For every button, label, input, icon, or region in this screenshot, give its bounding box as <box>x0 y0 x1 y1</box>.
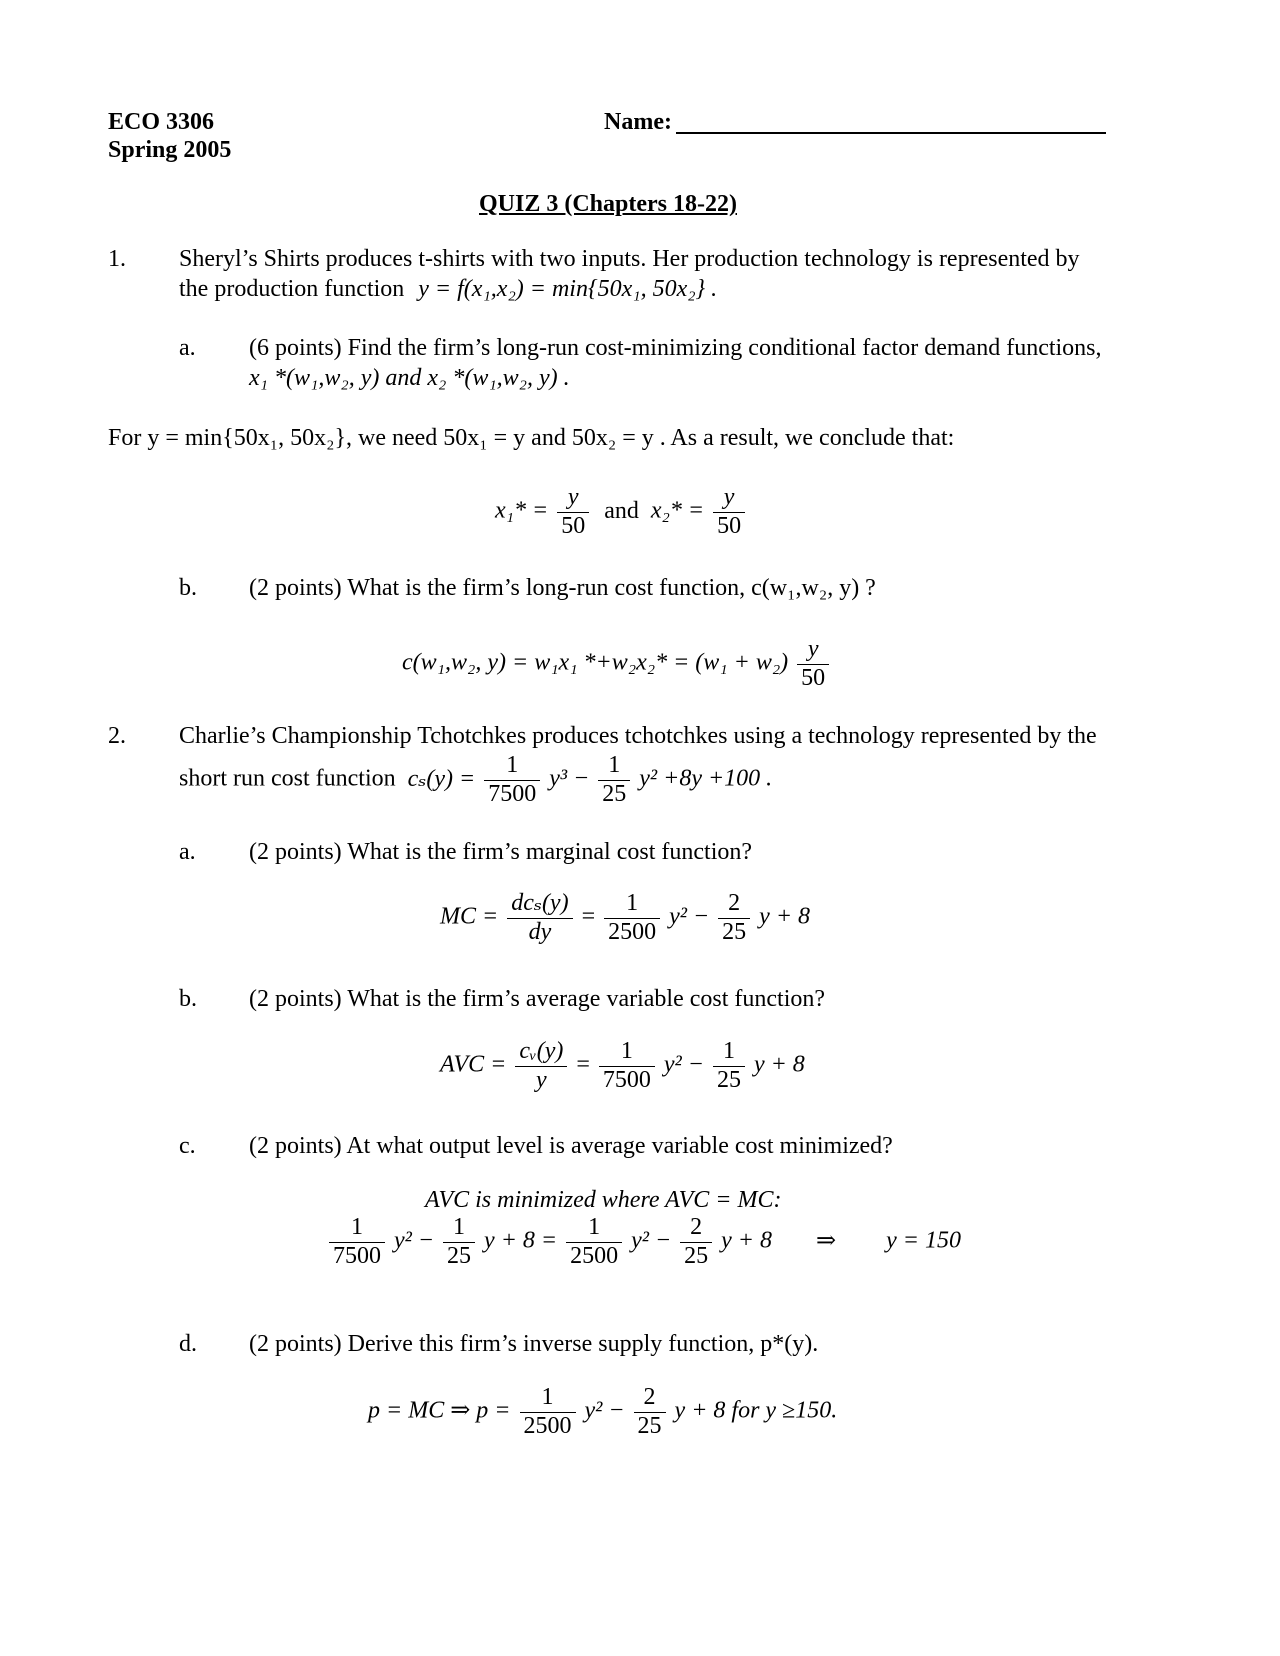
fraction-denominator: 50 <box>717 512 742 539</box>
fraction-denominator: 2500 <box>570 1242 619 1269</box>
avc-lhs: AVC = <box>440 1051 507 1078</box>
q1a-question: (6 points) Find the firm’s long-run cost-minimizing conditional factor demand functions, <box>249 335 1102 361</box>
short-run-cost-tail: +8y +100 . <box>663 765 773 792</box>
fraction-denominator: 25 <box>637 1412 662 1439</box>
q2c-note <box>425 1186 781 1215</box>
q2-stem-line1: Charlie’s Championship Tchotchkes produces tchotchkes using a technology represented by the <box>179 723 1097 749</box>
fraction-numerator: y <box>797 636 829 665</box>
fraction-denominator: 7500 <box>488 780 537 807</box>
fraction-numerator: 1 <box>520 1384 576 1413</box>
fraction-numerator: 1 <box>329 1214 385 1243</box>
q1a-answer-text: For y = min{50x₁, 50x₂}, we need 50x₁ = y and 50x₂ = y . As a result, we conclude that: <box>108 425 955 451</box>
q2-number: 2. <box>108 723 126 749</box>
fraction-1-over-2500 <box>520 1384 576 1440</box>
fraction-derivative <box>507 890 572 946</box>
q2d-question: (2 points) Derive this firm’s inverse supply function, p*(y). <box>249 1331 819 1357</box>
term-y-squared: y² − <box>669 903 710 930</box>
x2-star: x₂* = <box>650 497 705 524</box>
course-code: ECO 3306 <box>108 109 215 135</box>
fraction-1-over-25 <box>443 1214 475 1270</box>
q1-number: 1. <box>108 246 126 272</box>
fraction-numerator: 1 <box>598 752 630 781</box>
term: Spring 2005 <box>108 137 232 163</box>
q2a-answer-equation <box>440 890 810 946</box>
fraction-2-over-25 <box>680 1214 712 1270</box>
fraction-denominator: 7500 <box>333 1242 381 1269</box>
avc-mc-condition: AVC is minimized where AVC = MC: <box>425 1187 782 1213</box>
q1b-answer-equation <box>402 636 832 692</box>
mc-lhs: MC = <box>440 903 499 930</box>
supply-lhs: p = MC ⇒ p = <box>368 1397 511 1424</box>
q1a-demand-functions: x₁ *(w₁,w₂, y) and x₂ *(w₁,w₂, y) . <box>249 365 570 391</box>
x1-star: x₁* = <box>495 497 549 524</box>
fraction-numerator: cᵥ(y) <box>515 1038 567 1067</box>
avc-tail: y + 8 <box>753 1051 805 1078</box>
fraction-numerator: y <box>557 484 589 513</box>
q1b-question: (2 points) What is the firm’s long-run cost function, c(w₁,w₂, y) ? <box>249 575 876 601</box>
fraction-denominator: 7500 <box>602 1066 651 1093</box>
name-label: Name: <box>604 109 672 135</box>
q2b-answer-equation <box>440 1038 805 1094</box>
term-y-squared: y² − <box>394 1227 435 1254</box>
term-y-cubed: y³ − <box>549 765 590 792</box>
fraction-denominator: 25 <box>722 918 747 945</box>
fraction-y-over-50 <box>797 636 829 692</box>
fraction-y-over-50 <box>713 484 745 540</box>
q2-stem-text: short run cost function <box>179 765 396 792</box>
fraction-numerator: 1 <box>713 1038 745 1067</box>
q2d-answer-equation <box>368 1384 837 1440</box>
q2c-question: (2 points) At what output level is average variable cost minimized? <box>249 1133 893 1159</box>
q2a-letter: a. <box>179 839 196 865</box>
q2c-answer-equation <box>326 1214 961 1270</box>
q1-production-formula: y = f(x₁,x₂) = min{50x₁, 50x₂} . <box>418 276 718 302</box>
equals-sign: = <box>576 1051 590 1078</box>
cost-function-expression: c(w₁,w₂, y) = w₁x₁ *+w₂x₂* = (w₁ + w₂) <box>402 649 789 676</box>
fraction-1-over-7500 <box>484 752 540 808</box>
fraction-numerator: dcₛ(y) <box>507 890 572 919</box>
q2c-result: y = 150 <box>886 1227 961 1254</box>
q2-stem-line2 <box>179 752 772 808</box>
q1b-letter: b. <box>179 575 197 601</box>
q1-stem-text: the production function <box>179 276 405 302</box>
term-y-plus-8-equals: y + 8 = <box>484 1227 558 1254</box>
fraction-numerator: 2 <box>680 1214 712 1243</box>
fraction-numerator: 1 <box>604 890 660 919</box>
q1a-question-formula <box>249 364 570 393</box>
fraction-numerator: 2 <box>634 1384 666 1413</box>
fraction-denominator: 25 <box>447 1242 472 1269</box>
q2b-letter: b. <box>179 986 197 1012</box>
fraction-denominator: 2500 <box>608 918 657 945</box>
fraction-y-over-50 <box>557 484 589 540</box>
fraction-2-over-25 <box>634 1384 666 1440</box>
fraction-denominator: 25 <box>684 1242 709 1269</box>
fraction-denominator: 50 <box>801 664 826 691</box>
q1-stem-line1: Sheryl’s Shirts produces t-shirts with two inputs. Her production technology is represented by <box>179 246 1080 272</box>
q2b-question: (2 points) What is the firm’s average variable cost function? <box>249 986 826 1012</box>
fraction-numerator: 1 <box>443 1214 475 1243</box>
fraction-numerator: 1 <box>566 1214 622 1243</box>
term-y-plus-8: y + 8 <box>721 1227 772 1254</box>
term-y-squared: y² − <box>631 1227 672 1254</box>
implies-arrow: ⇒ <box>816 1227 837 1254</box>
fraction-denominator: 50 <box>561 512 586 539</box>
short-run-cost-lhs: cₛ(y) = <box>407 765 476 792</box>
term-y-squared: y² <box>639 765 658 792</box>
fraction-numerator: 1 <box>599 1038 655 1067</box>
fraction-numerator: 1 <box>484 752 540 781</box>
q2a-question: (2 points) What is the firm’s marginal cost function? <box>249 839 753 865</box>
fraction-denominator: dy <box>528 918 552 945</box>
q1-stem-line2 <box>179 275 717 304</box>
fraction-1-over-7500 <box>599 1038 655 1094</box>
fraction-1-over-2500 <box>566 1214 622 1270</box>
equals-sign: = <box>581 903 596 930</box>
q2c-letter: c. <box>179 1133 196 1159</box>
fraction-denominator: 25 <box>602 780 627 807</box>
fraction-1-over-25 <box>713 1038 745 1094</box>
term-y-squared: y² − <box>663 1051 704 1078</box>
q1a-letter: a. <box>179 335 196 361</box>
term-y-squared: y² − <box>584 1397 625 1424</box>
fraction-1-over-7500 <box>329 1214 385 1270</box>
q1a-answer-equation <box>495 484 748 540</box>
fraction-numerator: y <box>713 484 745 513</box>
fraction-denominator: y <box>536 1066 547 1093</box>
supply-tail: y + 8 for y ≥150. <box>674 1397 838 1424</box>
page-title: QUIZ 3 (Chapters 18-22) <box>479 191 737 217</box>
fraction-denominator: 25 <box>716 1066 741 1093</box>
fraction-numerator: 2 <box>718 890 750 919</box>
fraction-2-over-25 <box>718 890 750 946</box>
fraction-cv-over-y <box>515 1038 567 1094</box>
fraction-1-over-25 <box>598 752 630 808</box>
fraction-1-over-2500 <box>604 890 660 946</box>
name-blank-line[interactable] <box>676 132 1106 134</box>
mc-tail: y + 8 <box>759 903 811 930</box>
fraction-denominator: 2500 <box>523 1412 572 1439</box>
q2d-letter: d. <box>179 1331 197 1357</box>
and-word: and <box>604 497 639 524</box>
